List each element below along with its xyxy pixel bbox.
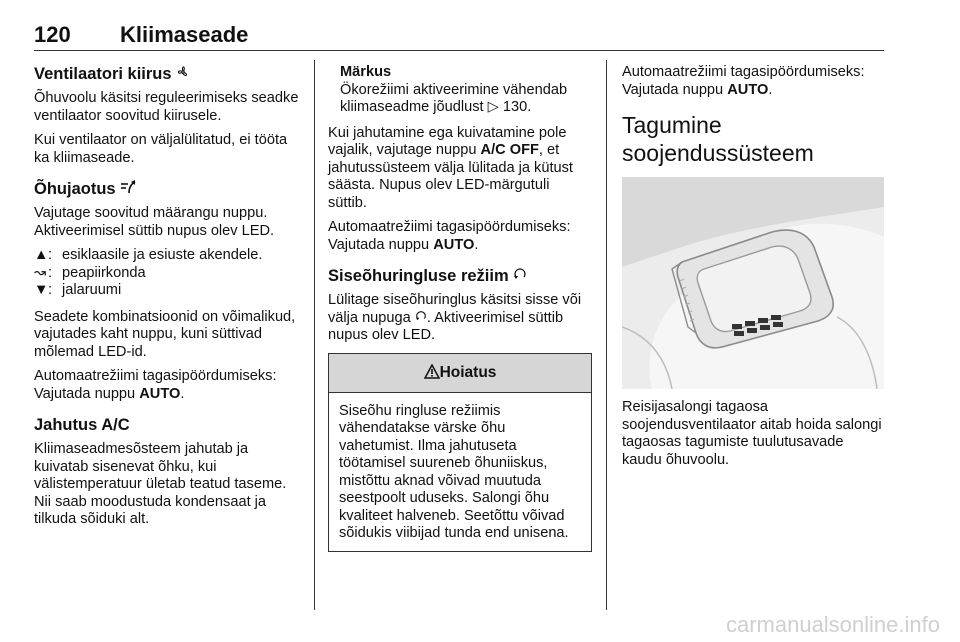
auto-mode-paragraph: Automaatrežiimi tagasipöördumiseks: Vajutada nuppu AUTO. <box>328 219 571 253</box>
page-reference: ▷ 130. <box>487 99 532 115</box>
chapter-title: Kliimaseade <box>120 22 249 47</box>
rear-vent-illustration <box>622 177 884 389</box>
rear-heating-heading: Tagumine soojendussüsteem <box>622 112 814 166</box>
air-distribution-list <box>34 247 300 300</box>
recirculation-icon <box>415 310 427 328</box>
header-rule <box>34 50 884 51</box>
recirculation-icon <box>513 266 527 286</box>
air-distribution-paragraph-1: Vajutage soovitud määrangu nuppu. Aktiveerimisel süttib nupus olev LED. <box>34 205 275 239</box>
fan-paragraph-1: Õhuvoolu käsitsi reguleerimiseks seadke ventilaator soovitud kiirusele. <box>34 90 299 124</box>
recirculation-paragraph: Lülitage siseõhuringlus käsitsi sisse või välja nupuga . Aktiveerimisel süttib nupus olev LED. <box>328 292 582 343</box>
warning-title: Hoiatus <box>439 363 497 381</box>
recirculation-heading: Siseõhuringluse režiim <box>328 266 592 286</box>
note-text: Ökorežiimi aktiveerimine vähendab kliimaseadme jõudlust ▷ 130. <box>340 81 568 115</box>
rear-heating-paragraph: Reisijasalongi tagaosa soojendusventilaator aitab hoida salongi tagaosas tagumiste tuulutusavade kaudu õhuvoolu. <box>622 399 882 468</box>
fan-paragraph-2: Kui ventilaator on väljalülitatud, ei tööta ka kliimaseade. <box>34 132 288 166</box>
warning-box <box>328 353 592 552</box>
note-title: Märkus <box>340 64 392 80</box>
air-distribution-heading: Õhujaotus <box>34 179 300 199</box>
warning-triangle-icon <box>424 354 440 392</box>
fan-icon <box>176 64 190 84</box>
auto-mode-paragraph: Automaatrežiimi tagasipöördumiseks: Vajutada nuppu AUTO. <box>34 368 277 402</box>
fan-speed-heading: Ventilaatori kiirus <box>34 64 300 84</box>
air-distribution-icon <box>120 179 136 199</box>
air-distribution-paragraph-2: Seadete kombinatsioonid on võimalikud, vajutades kaht nuppu, kuni süttivad mõlemad LED-id. <box>34 308 296 360</box>
list-item: ↝ : peapiirkonda <box>34 264 146 281</box>
list-item: ▼ : jalaruumi <box>34 282 122 298</box>
ac-off-paragraph: Kui jahutamine ega kuivatamine pole vajalik, vajutage nuppu A/C OFF, et jahutussüsteem välja lülitada ja kütust säästa. Nupus olev LED-märgutuli süttib. <box>328 124 573 211</box>
cooling-paragraph: Kliimaseadmesõsteem jahutab ja kuivatab sisenevat õhku, kui välistemperatuur ületab teatud taseme. Nii saab moodustuda kondensaat ja tilkuda sõiduki alt. <box>34 441 287 527</box>
page-header <box>34 22 884 52</box>
watermark: carmanualsonline.info <box>725 612 940 637</box>
warning-text: Siseõhu ringluse režiimis vähendatakse värske õhu vahetumist. Ilma jahutuseta töötamisel suureneb õhuniiskus, mistõttu aknad võivad muutuda seestpoolt uduseks. Salongi õhu kvaliteet halveneb. Seetõttu võivad sõidukis viibijad tunda end unisena. <box>339 402 569 541</box>
column-divider <box>314 60 315 610</box>
note-block <box>328 64 592 117</box>
column-divider <box>606 60 607 610</box>
auto-mode-paragraph: Automaatrežiimi tagasipöördumiseks: Vajutada nuppu AUTO. <box>622 64 865 98</box>
column-2 <box>328 64 592 552</box>
warning-header <box>329 354 591 393</box>
column-3 <box>622 64 886 476</box>
cooling-ac-heading: Jahutus A/C <box>34 416 130 434</box>
column-1 <box>34 64 300 536</box>
page-number: 120 <box>34 22 71 47</box>
list-item: ▲ : esiklaasile ja esiuste akendele. <box>34 247 263 263</box>
